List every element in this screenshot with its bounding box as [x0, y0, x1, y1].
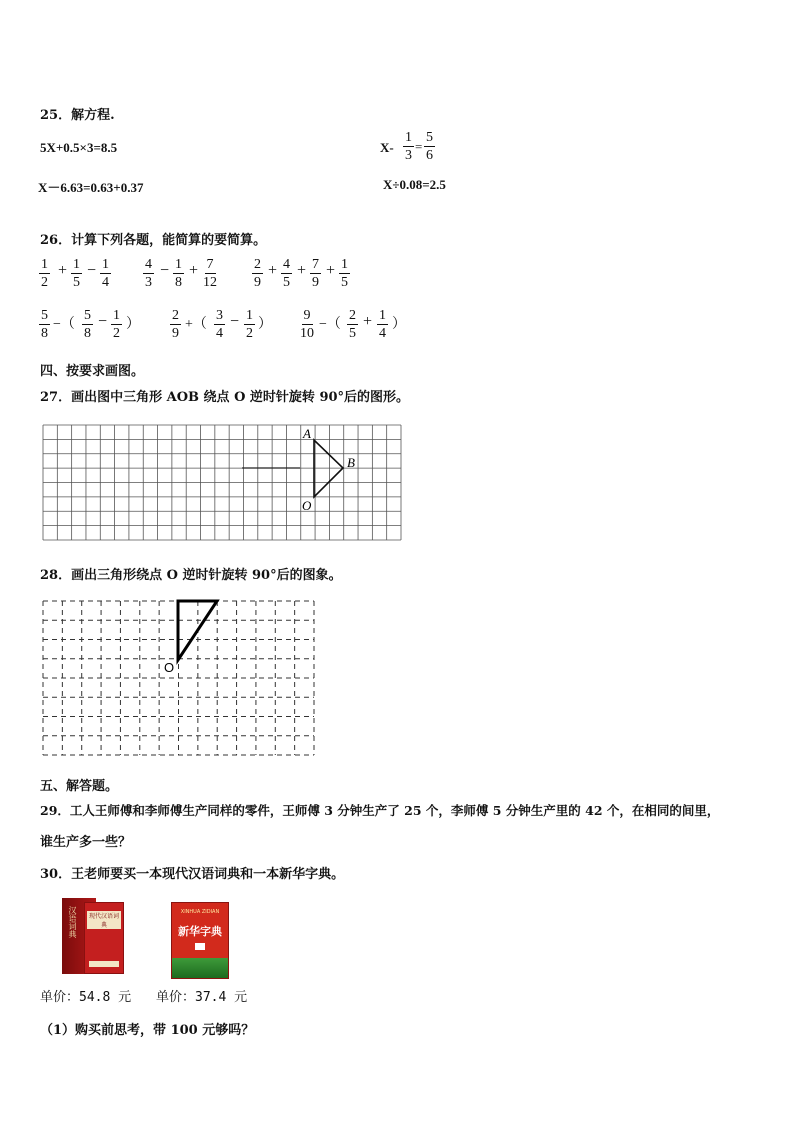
q26-r2e1-op-2: − [98, 313, 108, 330]
q26-r1e1-op-2: − [87, 262, 97, 279]
q27-label-b: B [347, 455, 355, 470]
numerator: 7 [312, 257, 319, 272]
q26-r2e3-close: ） [392, 317, 406, 332]
q29-text-line-2: 谁生产多一些？ [40, 835, 132, 850]
numerator: 4 [145, 257, 152, 272]
q28-dashed-grid-figure [0, 590, 794, 770]
numerator: 1 [73, 257, 80, 272]
denominator: 5 [341, 275, 348, 290]
dictionary-spine-text: 汉语词典 [68, 906, 77, 938]
denominator: 8 [84, 326, 91, 341]
q26-r1e3-op-2: + [297, 262, 307, 279]
section-4-title: 四、按要求画图。 [40, 364, 145, 379]
denominator: 2 [113, 326, 120, 341]
xinhua-price: 单价：37.4 元 [156, 990, 248, 1005]
numerator: 1 [113, 308, 120, 323]
denominator: 8 [175, 275, 182, 290]
numerator: 2 [254, 257, 261, 272]
numerator: 1 [246, 308, 253, 323]
q26-r1e3-op-3: + [326, 262, 336, 279]
q26-title: 26．计算下列各题，能简算的要简算。 [40, 233, 267, 248]
denominator: 4 [379, 326, 386, 341]
q28-label-o: O [164, 660, 175, 675]
section-5-title: 五、解答题。 [40, 779, 119, 794]
numerator: 1 [379, 308, 386, 323]
denominator: 9 [172, 326, 179, 341]
numerator: 1 [175, 257, 182, 272]
q27-title: 27．画出图中三角形 AOB 绕点 O 逆时针旋转 90°后的图形。 [40, 390, 410, 405]
q25-equation-2-equals: = [415, 139, 423, 154]
denominator: 3 [405, 148, 412, 163]
denominator: 12 [203, 275, 217, 290]
numerator: 3 [216, 308, 223, 323]
numerator: 1 [102, 257, 109, 272]
q25-equation-1: 5X+0.5×3=8.5 [40, 140, 118, 155]
denominator: 5 [73, 275, 80, 290]
q26-r1e2-op-2: + [189, 262, 199, 279]
q26-r2e3-op-2: + [363, 313, 373, 330]
numerator: 9 [303, 308, 311, 323]
xinhua-dictionary-cover [171, 902, 229, 979]
dictionary-book-cover [84, 902, 124, 974]
q26-r2e2-op-2: − [230, 313, 240, 330]
dictionary-cover-title: 现代汉语词典 [88, 913, 119, 929]
denominator: 9 [312, 275, 319, 290]
q26-r2e1-close: ） [126, 317, 140, 332]
denominator: 9 [254, 275, 261, 290]
denominator: 4 [102, 275, 109, 290]
dictionary-cover-band [89, 961, 119, 967]
denominator: 3 [145, 275, 152, 290]
denominator: 6 [426, 148, 433, 163]
denominator: 4 [216, 326, 223, 341]
numerator: 7 [206, 257, 214, 272]
q27-grid-figure [0, 0, 794, 560]
q26-r1e3-op-1: + [268, 262, 278, 279]
numerator: 1 [341, 257, 348, 272]
numerator: 2 [349, 308, 356, 323]
numerator: 4 [283, 257, 290, 272]
xinhua-cover-emblem [195, 943, 205, 950]
denominator: 2 [41, 275, 48, 290]
q26-r2e2-close: ） [258, 317, 272, 332]
numerator: 1 [405, 130, 412, 145]
q28-title: 28．画出三角形绕点 O 逆时针旋转 90°后的图象。 [40, 568, 342, 583]
numerator: 5 [84, 308, 91, 323]
q29-text-line-1: 29．工人王师傅和李师傅生产同样的零件，王师傅 3 分钟生产了 25 个，李师傅 5 分钟生产里的 42 个，在相同的间里， [40, 803, 720, 818]
q27-label-a: A [303, 426, 311, 441]
denominator: 10 [300, 326, 314, 341]
q27-label-o: O [302, 498, 312, 513]
xinhua-cover-pinyin: XINHUA ZIDIAN [180, 909, 220, 915]
denominator: 5 [283, 275, 290, 290]
q25-equation-2-prefix: X- [380, 140, 394, 155]
q30-sub-question-1: （1）购买前思考，带 100 元够吗？ [40, 1023, 255, 1038]
q28-triangle [178, 601, 217, 660]
numerator: 2 [172, 308, 179, 323]
q26-r2e3-op-1: −（ [319, 317, 341, 332]
denominator: 2 [246, 326, 253, 341]
q25-equation-4: X÷0.08=2.5 [383, 177, 446, 192]
numerator: 5 [41, 308, 48, 323]
numerator: 5 [426, 130, 433, 145]
denominator: 8 [41, 326, 48, 341]
denominator: 5 [349, 326, 356, 341]
xinhua-cover-title: 新华字典 [178, 925, 222, 938]
q26-r1e2-op-1: − [160, 262, 170, 279]
q30-title: 30．王老师要买一本现代汉语词典和一本新华字典。 [40, 867, 345, 882]
q26-r1e1-op-1: + [58, 262, 68, 279]
dictionary-price: 单价：54.8 元 [40, 990, 132, 1005]
q25-equation-3: X－6.63=0.63+0.37 [38, 180, 144, 195]
q26-r2e1-op-1: −（ [53, 317, 75, 332]
q26-r2e2-op-1: +（ [185, 317, 207, 332]
q25-title: 25．解方程. [40, 108, 115, 123]
xinhua-cover-green-band [172, 958, 228, 978]
numerator: 1 [41, 257, 48, 272]
